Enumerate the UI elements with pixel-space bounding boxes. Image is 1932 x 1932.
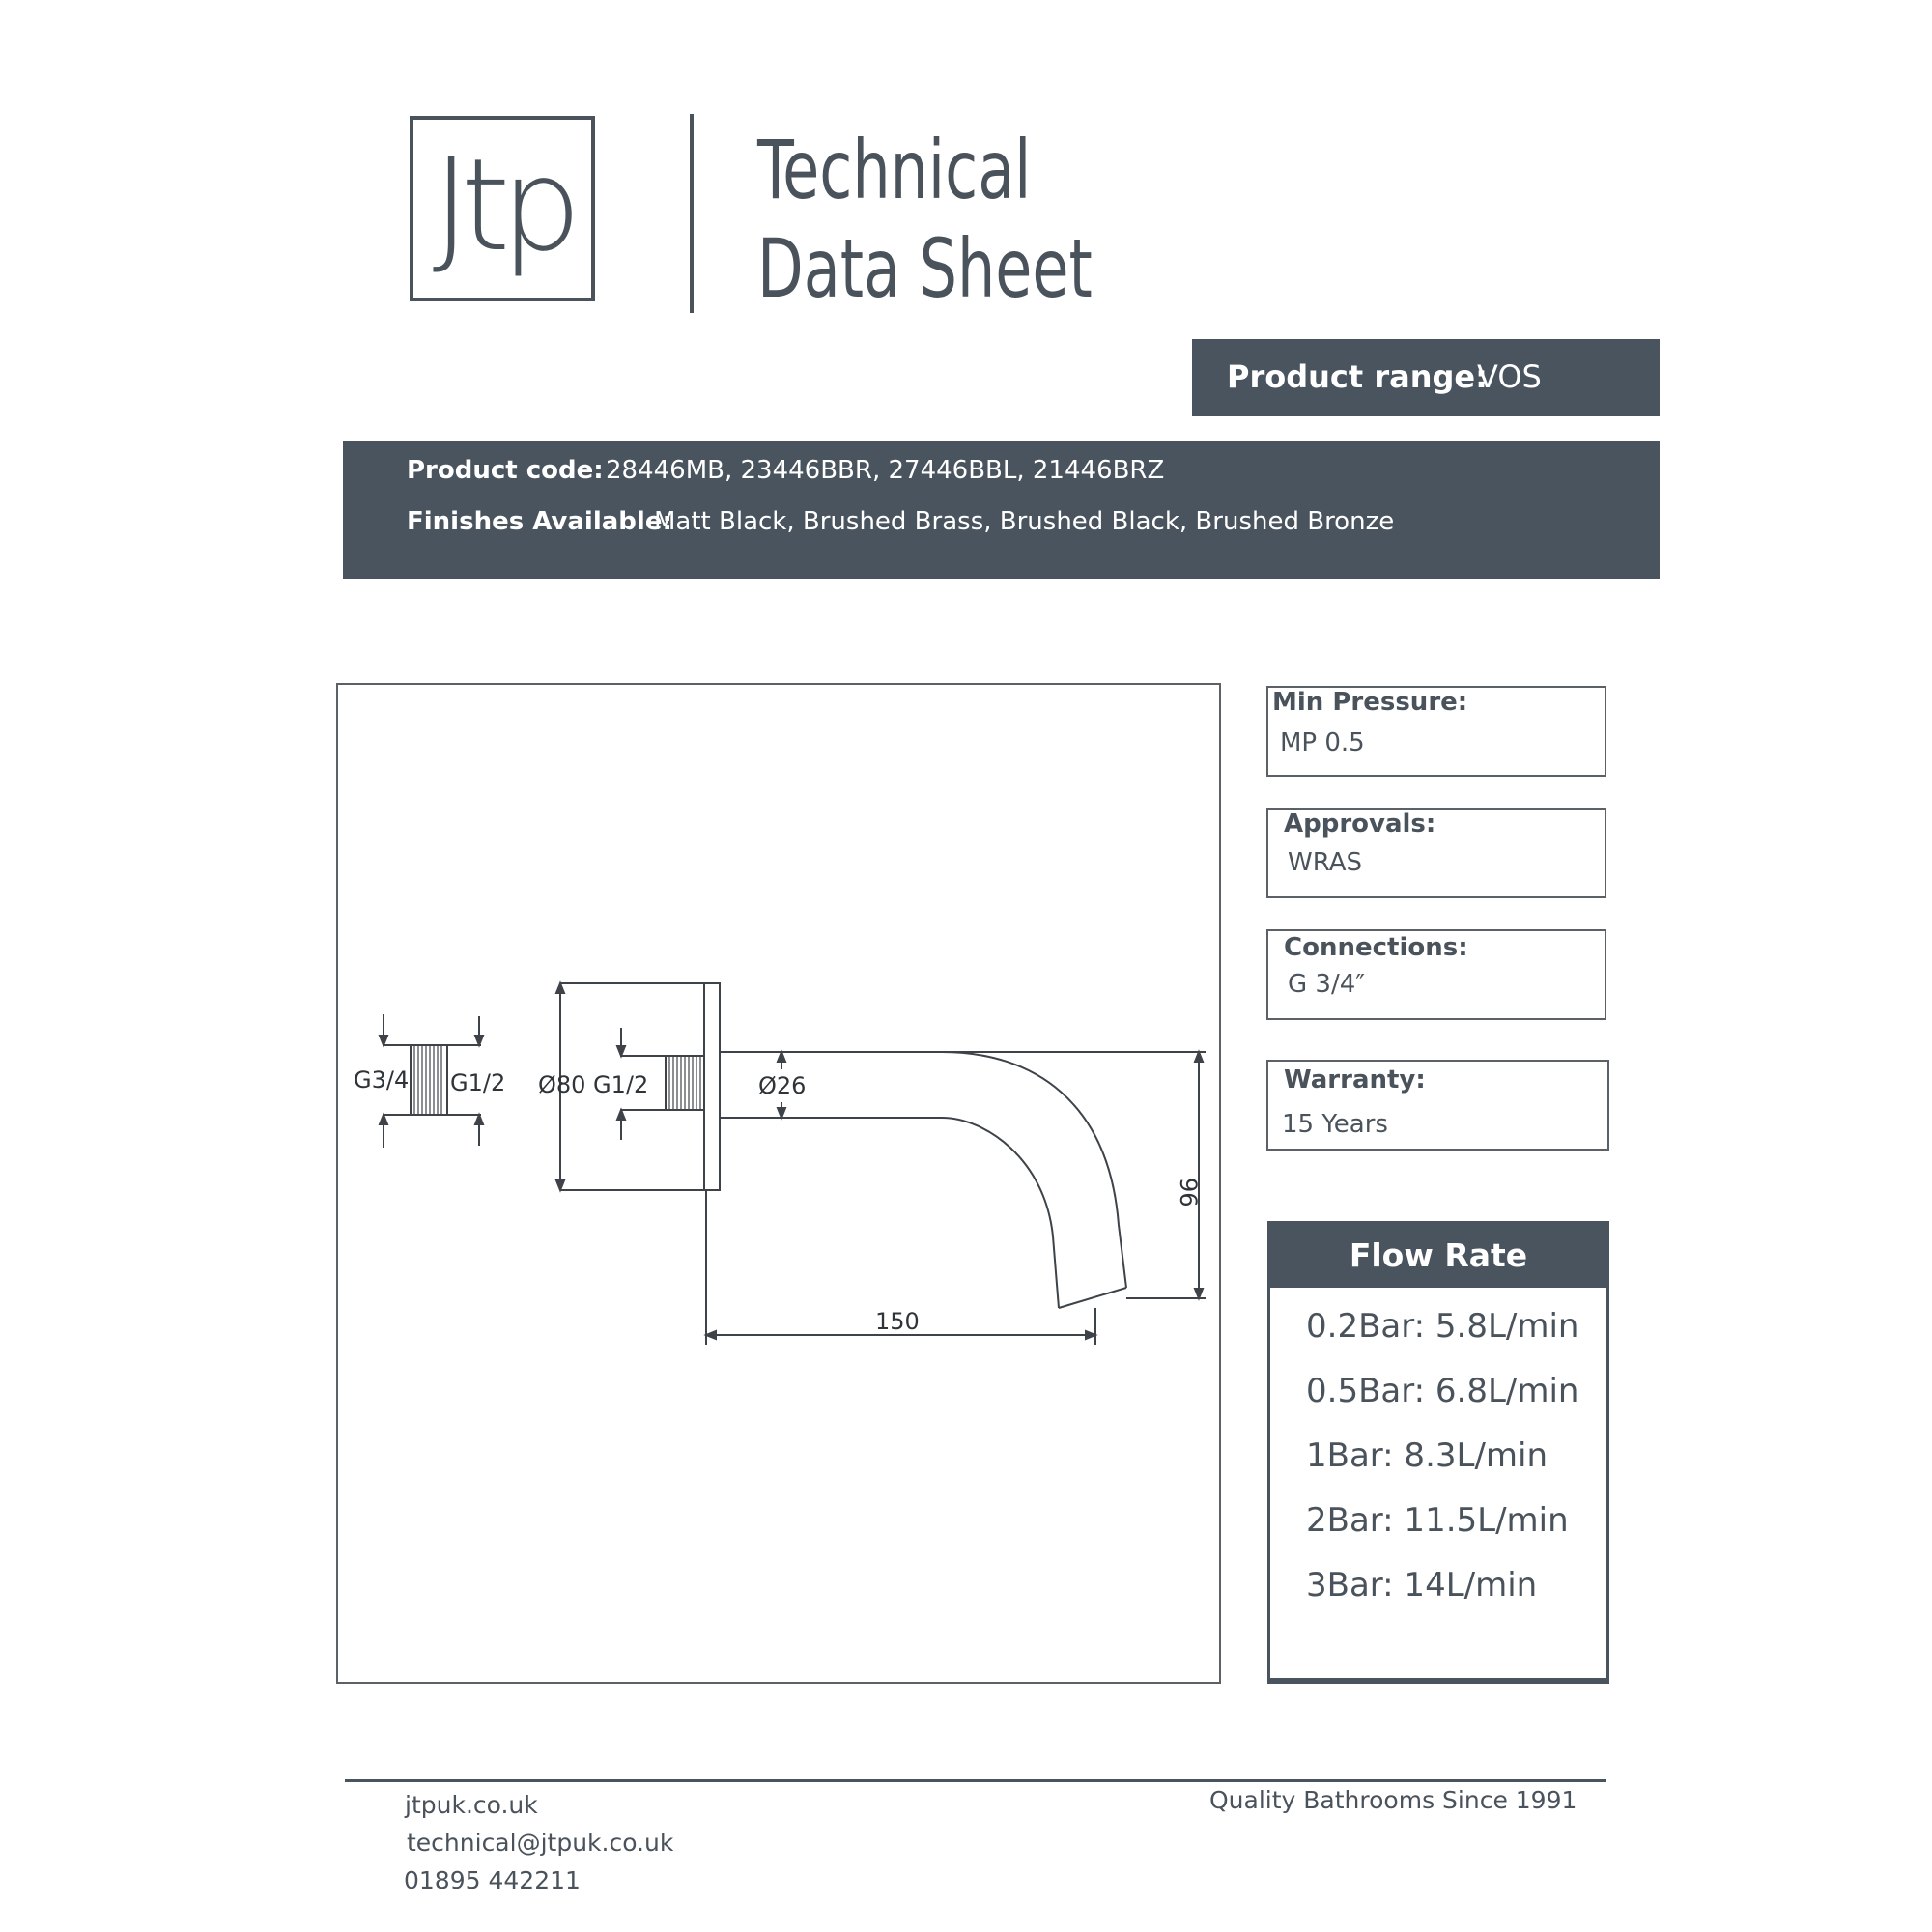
footer-email-link[interactable]: technical@jtpuk.co.uk [407,1829,674,1857]
connections-box [1266,929,1606,1020]
title-line-2: Data Sheet [757,221,1093,316]
jtp-logo [410,116,595,301]
flow-rate-item: 3Bar: 14L/min [1306,1566,1538,1605]
dim-96-label: 96 [1175,1178,1202,1208]
title-line-1: Technical [757,123,1032,217]
connections-value: G 3/4″ [1288,970,1365,999]
flow-rate-box [1267,1221,1609,1684]
flow-rate-item: 2Bar: 11.5L/min [1306,1501,1569,1540]
technical-drawing-frame [336,683,1221,1684]
warranty-box [1266,1060,1609,1151]
flow-rate-item: 1Bar: 8.3L/min [1306,1436,1548,1475]
approvals-label: Approvals: [1284,810,1436,838]
flow-rate-item: 0.5Bar: 6.8L/min [1306,1372,1579,1410]
footer-phone: 01895 442211 [404,1866,581,1894]
min-pressure-value: MP 0.5 [1280,728,1365,757]
dim-d26-label: Ø26 [758,1072,807,1099]
dim-150-label: 150 [875,1308,920,1335]
footer-tagline: Quality Bathrooms Since 1991 [1209,1786,1577,1814]
wall-plate [704,983,720,1190]
spout-drawing [338,685,1219,1682]
approvals-box [1266,808,1606,898]
product-range-label: Product range: [1227,358,1488,395]
warranty-value: 15 Years [1282,1110,1388,1139]
warranty-label: Warranty: [1284,1065,1426,1094]
product-code-value: 28446MB, 23446BBR, 27446BBL, 21446BRZ [606,456,1165,485]
footer-website-link[interactable]: jtpuk.co.uk [405,1791,538,1819]
dim-d80-label: Ø80 [538,1071,586,1098]
flow-rate-title: Flow Rate [1270,1224,1606,1288]
product-range-value: VOS [1477,358,1542,395]
finishes-value: Matt Black, Brushed Brass, Brushed Black, Brushed Bronze [654,507,1395,536]
min-pressure-box [1266,686,1606,777]
dim-g34-label: G3/4 [354,1066,410,1094]
connections-label: Connections: [1284,933,1468,962]
finishes-label: Finishes Available: [407,507,672,536]
connector-thread [414,1045,441,1115]
footer-divider [345,1779,1606,1782]
product-code-label: Product code: [407,456,604,485]
product-range-bar [1192,339,1660,416]
approvals-value: WRAS [1288,848,1363,877]
header-divider [690,114,694,313]
dim-g12-left-label: G1/2 [450,1069,506,1096]
logo-wordmark: Jtp [432,131,573,280]
dim-g12-right-label: G1/2 [593,1071,649,1098]
min-pressure-label: Min Pressure: [1272,688,1468,717]
product-info-bar [343,441,1660,579]
flow-rate-item: 0.2Bar: 5.8L/min [1306,1307,1579,1346]
